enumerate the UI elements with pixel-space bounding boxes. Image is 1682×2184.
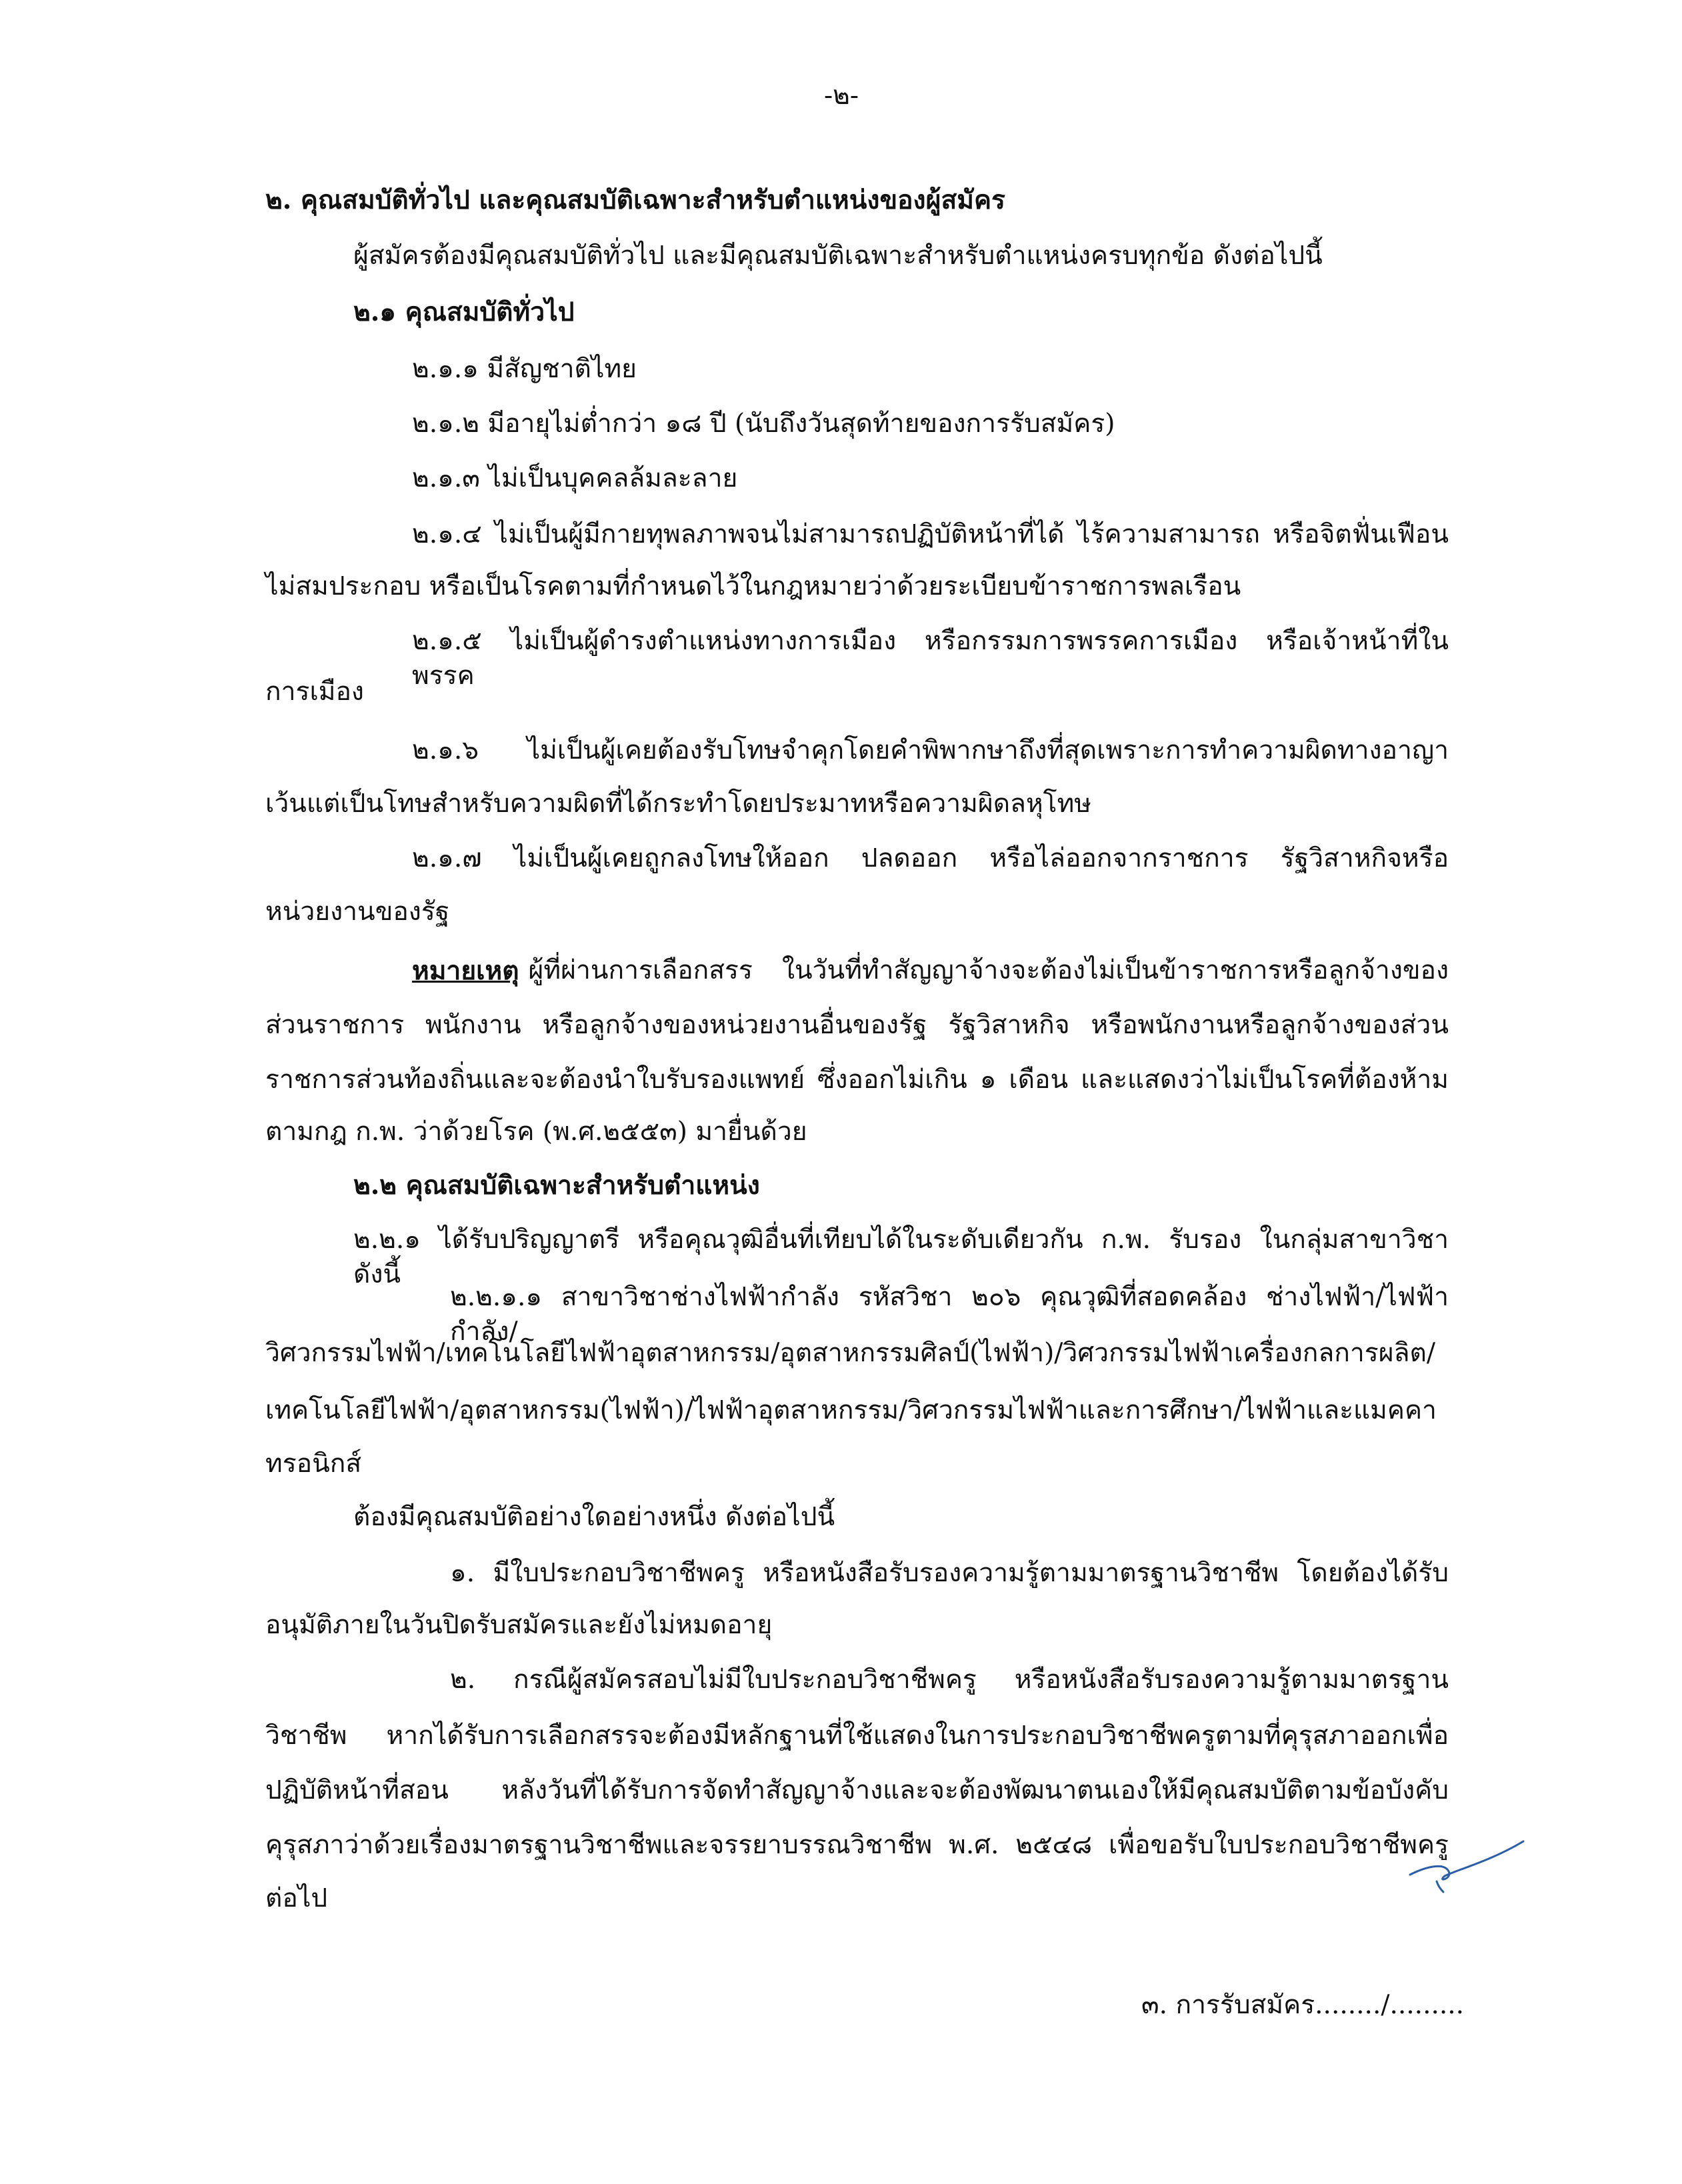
- general-item-7-line-1: ๒.๑.๗ ไม่เป็นผู้เคยถูกลงโทษให้ออก ปลดออก หรือไล่ออกจากราชการ รัฐวิสาหกิจหรือ: [412, 843, 1449, 873]
- general-item-6-line-2: เว้นแต่เป็นโทษสำหรับความผิดที่ได้กระทำโดยประมาทหรือความผิดลหุโทษ: [265, 789, 1092, 819]
- option-1-line-1: ๑. มีใบประกอบวิชาชีพครู หรือหนังสือรับรองความรู้ตามมาตรฐานวิชาชีพ โดยต้องได้รับ: [450, 1558, 1449, 1588]
- option-2-line-3: ปฏิบัติหน้าที่สอน หลังวันที่ได้รับการจัดทำสัญญาจ้างและจะต้องพัฒนาตนเองให้มีคุณสมบัติตามข้อบังคับ: [265, 1775, 1449, 1805]
- intro-paragraph: ผู้สมัครต้องมีคุณสมบัติทั่วไป และมีคุณสมบัติเฉพาะสำหรับตำแหน่งครบทุกข้อ ดังต่อไปนี้: [353, 241, 1323, 271]
- general-item-2: ๒.๑.๒ มีอายุไม่ต่ำกว่า ๑๘ ปี (นับถึงวันสุดท้ายของการรับสมัคร): [412, 409, 1115, 439]
- specific-item-1: ๒.๒.๑ ได้รับปริญญาตรี หรือคุณวุฒิอื่นที่เทียบได้ในระดับเดียวกัน ก.พ. รับรอง ในกลุ่มสาขาวิชา ดังนี้: [353, 1225, 1449, 1289]
- next-section-reference: ๓. การรับสมัคร......../.........: [1141, 1990, 1465, 2020]
- option-2-line-2: วิชาชีพ หากได้รับการเลือกสรรจะต้องมีหลักฐานที่ใช้แสดงในการประกอบวิชาชีพครูตามที่คุรุสภาออกเพื่อ: [265, 1721, 1449, 1751]
- requirement-intro: ต้องมีคุณสมบัติอย่างใดอย่างหนึ่ง ดังต่อไปนี้: [353, 1502, 835, 1532]
- section-title: ๒. คุณสมบัติทั่วไป และคุณสมบัติเฉพาะสำหรับตำแหน่งของผู้สมัคร: [265, 185, 1005, 215]
- general-item-5-line-2: การเมือง: [265, 677, 364, 707]
- specific-sub-1-line-4: ทรอนิกส์: [265, 1449, 362, 1479]
- specific-sub-1-line-1: ๒.๒.๑.๑ สาขาวิชาช่างไฟฟ้ากำลัง รหัสวิชา ๒๐๖ คุณวุฒิที่สอดคล้อง ช่างไฟฟ้า/ไฟฟ้ากำลัง/: [450, 1282, 1449, 1347]
- general-item-3: ๒.๑.๓ ไม่เป็นบุคคลล้มละลาย: [412, 463, 738, 493]
- general-item-5-line-1: ๒.๑.๕ ไม่เป็นผู้ดำรงตำแหน่งทางการเมือง หรือกรรมการพรรคการเมือง หรือเจ้าหน้าที่ในพรรค: [412, 626, 1449, 691]
- option-2-line-5: ต่อไป: [265, 1883, 328, 1913]
- general-item-1: ๒.๑.๑ มีสัญชาติไทย: [412, 354, 637, 384]
- general-item-4-line-1: ๒.๑.๔ ไม่เป็นผู้มีกายทุพลภาพจนไม่สามารถปฏิบัติหน้าที่ได้ ไร้ความสามารถ หรือจิตฟั่นเฟือน: [412, 519, 1449, 549]
- note-text: ผู้ที่ผ่านการเลือกสรร ในวันที่ทำสัญญาจ้างจะต้องไม่เป็นข้าราชการหรือลูกจ้างของ: [528, 955, 1449, 985]
- general-heading: ๒.๑ คุณสมบัติทั่วไป: [353, 297, 575, 327]
- note-line-2: ส่วนราชการ พนักงาน หรือลูกจ้างของหน่วยงานอื่นของรัฐ รัฐวิสาหกิจ หรือพนักงานหรือลูกจ้างของส่วน: [265, 1010, 1449, 1040]
- general-item-4-line-2: ไม่สมประกอบ หรือเป็นโรคตามที่กำหนดไว้ในกฎหมายว่าด้วยระเบียบข้าราชการพลเรือน: [265, 571, 1241, 601]
- note-label: หมายเหตุ: [412, 955, 519, 986]
- general-item-7-line-2: หน่วยงานของรัฐ: [265, 897, 450, 927]
- note-line-3: ราชการส่วนท้องถิ่นและจะต้องนำใบรับรองแพทย์ ซึ่งออกไม่เกิน ๑ เดือน และแสดงว่าไม่เป็นโรคที่ต้องห้าม: [265, 1065, 1449, 1095]
- specific-sub-1-line-2: วิศวกรรมไฟฟ้า/เทคโนโลยีไฟฟ้าอุตสาหกรรม/อุตสาหกรรมศิลป์(ไฟฟ้า)/วิศวกรรมไฟฟ้าเครื่องกลการผลิต/: [265, 1338, 1435, 1368]
- specific-heading: ๒.๒ คุณสมบัติเฉพาะสำหรับตำแหน่ง: [353, 1170, 760, 1201]
- note-line-1: [412, 953, 1449, 988]
- option-2-line-4: คุรุสภาว่าด้วยเรื่องมาตรฐานวิชาชีพและจรรยาบรรณวิชาชีพ พ.ศ. ๒๕๔๘ เพื่อขอรับใบประกอบวิชาชีพครู: [265, 1830, 1449, 1860]
- signature-initial: [1397, 1835, 1530, 1895]
- page-number: -๒-: [823, 81, 859, 111]
- specific-sub-1-line-3: เทคโนโลยีไฟฟ้า/อุตสาหกรรม(ไฟฟ้า)/ไฟฟ้าอุตสาหกรรม/วิศวกรรมไฟฟ้าและการศึกษา/ไฟฟ้าและแมคคา: [265, 1395, 1437, 1425]
- general-item-6-line-1: ๒.๑.๖ ไม่เป็นผู้เคยต้องรับโทษจำคุกโดยคำพิพากษาถึงที่สุดเพราะการทำความผิดทางอาญา: [412, 735, 1449, 765]
- option-2-line-1: ๒. กรณีผู้สมัครสอบไม่มีใบประกอบวิชาชีพครู หรือหนังสือรับรองความรู้ตามมาตรฐาน: [450, 1665, 1449, 1695]
- option-1-line-2: อนุมัติภายในวันปิดรับสมัครและยังไม่หมดอายุ: [265, 1610, 773, 1640]
- note-line-4: ตามกฎ ก.พ. ว่าด้วยโรค (พ.ศ.๒๕๕๓) มายื่นด้วย: [265, 1117, 807, 1147]
